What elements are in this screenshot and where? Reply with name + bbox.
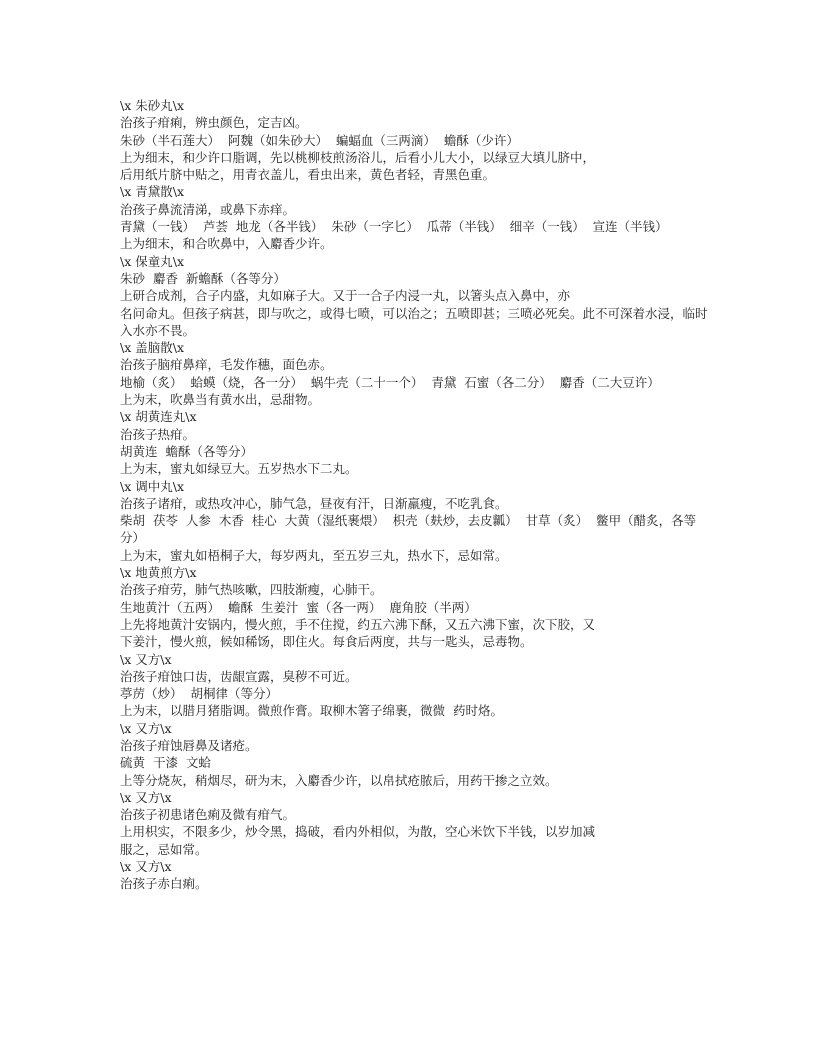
preparation-text: 上为末，吹鼻当有黄水出，忌甜物。: [120, 392, 321, 408]
section-heading: \x 又方\x: [120, 651, 172, 667]
indication-text: 治孩子疳蚀口齿，齿龈宣露，臭秽不可近。: [120, 668, 358, 684]
preparation-text: 上为末，蜜丸如绿豆大。五岁热水下二丸。: [120, 461, 358, 477]
preparation-text: 上用枳实，不限多少，炒令黑，捣破，看内外相似，为散，空心米饮下半钱，以岁加减: [120, 824, 596, 840]
section-heading: \x 保童丸\x: [120, 253, 184, 269]
ingredients-text: 朱砂 麝香 新蟾酥（各等分）: [120, 270, 286, 286]
preparation-text: 上为末，蜜丸如梧桐子大，每岁两丸，至五岁三丸，热水下，忌如常。: [120, 547, 508, 563]
indication-text: 治孩子疳蚀唇鼻及诸疮。: [120, 737, 258, 753]
section-heading: \x 又方\x: [120, 720, 172, 736]
section-heading: \x 盖脑散\x: [120, 340, 184, 356]
section-heading: \x 朱砂丸\x: [120, 98, 184, 113]
section-heading: \x 又方\x: [120, 859, 172, 875]
preparation-text: 上研合成剂，合子内盛，丸如麻子大。又于一合子内浸一丸，以箸头点入鼻中，亦: [120, 288, 571, 304]
indication-text: 治孩子诸疳，或热攻冲心，肺气急，昼夜有汗，日渐羸瘦，不吃乳食。: [120, 495, 508, 511]
ingredients-text: 胡黄连 蟾酥（各等分）: [120, 443, 253, 459]
document-page: [120, 97, 710, 893]
preparation-text: 名问命丸。但孩子病甚，即与吹之，或得七喷，可以治之；五喷即甚；三喷必死矣。此不可深着水浸，临时入水亦不畏。: [120, 305, 708, 338]
ingredients-text: 葶苈（炒） 胡桐律（等分）: [120, 686, 278, 702]
preparation-text: 上为末，以腊月猪脂调。微煎作膏。取柳木箸子绵裹，微微 药时烙。: [120, 703, 503, 719]
preparation-text: 上先将地黄汁安锅内，慢火煎，手不住搅，约五六沸下酥，又五六沸下蜜，次下胶，又: [120, 616, 596, 632]
preparation-text: 上为细末，和合吹鼻中，入麝香少许。: [120, 236, 333, 252]
section-heading: \x 青黛散\x: [120, 184, 184, 200]
ingredients-text: 青黛（一钱） 芦荟 地龙（各半钱） 朱砂（一字匕） 瓜蒂（半钱） 细辛（一钱） 宣连（半钱）: [120, 219, 668, 235]
ingredients-text: 硫黄 干漆 文蛤: [120, 755, 211, 771]
indication-text: 治孩子鼻流清涕，或鼻下赤痒。: [120, 201, 296, 217]
preparation-text: 下姜汁，慢火煎，候如稀饧，即住火。每食后两度，共与一匙头，忌毒物。: [120, 634, 533, 650]
indication-text: 治孩子疳劳，肺气热咳嗽，四肢渐瘦，心肺干。: [120, 582, 383, 598]
ingredients-text: 生地黄汁（五两） 蟾酥 生姜汁 蜜（各一两） 鹿角胶（半两）: [120, 599, 477, 615]
ingredients-text: 地榆（炙） 蛤蟆（烧，各一分） 蜗牛壳（二十一个） 青黛 石蜜（各二分） 麝香（二大豆许）: [120, 374, 660, 390]
indication-text: 治孩子热疳。: [120, 426, 196, 442]
ingredients-text: 柴胡 茯苓 人参 木香 桂心 大黄（湿纸裹煨） 枳壳（麸炒，去皮瓤） 甘草（炙） 鳖甲（醋炙，各等分）: [120, 513, 697, 546]
preparation-text: 上为细末，和少许口脂调，先以桃柳枝煎汤浴儿，后看小儿大小，以绿豆大填儿脐中，: [120, 149, 596, 165]
section-heading: \x 胡黄连丸\x: [120, 409, 197, 425]
preparation-text: 后用纸片脐中贴之，用青衣盖儿，看虫出来，黄色者轻，青黑色重。: [120, 167, 496, 183]
ingredients-text: 朱砂（半石莲大） 阿魏（如朱砂大） 蝙蝠血（三两滴） 蟾酥（少许）: [120, 132, 519, 148]
section-heading: \x 又方\x: [120, 789, 172, 805]
preparation-text: 上等分烧灰，稍烟尽，研为末，入麝香少许，以帛拭疮脓后，用药干掺之立效。: [120, 772, 558, 788]
section-heading: \x 地黄煎方\x: [120, 565, 197, 581]
indication-text: 治孩子赤白痢。: [120, 876, 208, 892]
preparation-text: 服之，忌如常。: [120, 841, 208, 857]
indication-text: 治孩子疳痢，辨虫颜色，定吉凶。: [120, 115, 308, 131]
indication-text: 治孩子初患诸色痢及微有疳气。: [120, 807, 296, 823]
indication-text: 治孩子脑疳鼻痒，毛发作穗，面色赤。: [120, 357, 333, 373]
section-heading: \x 调中丸\x: [120, 478, 184, 494]
